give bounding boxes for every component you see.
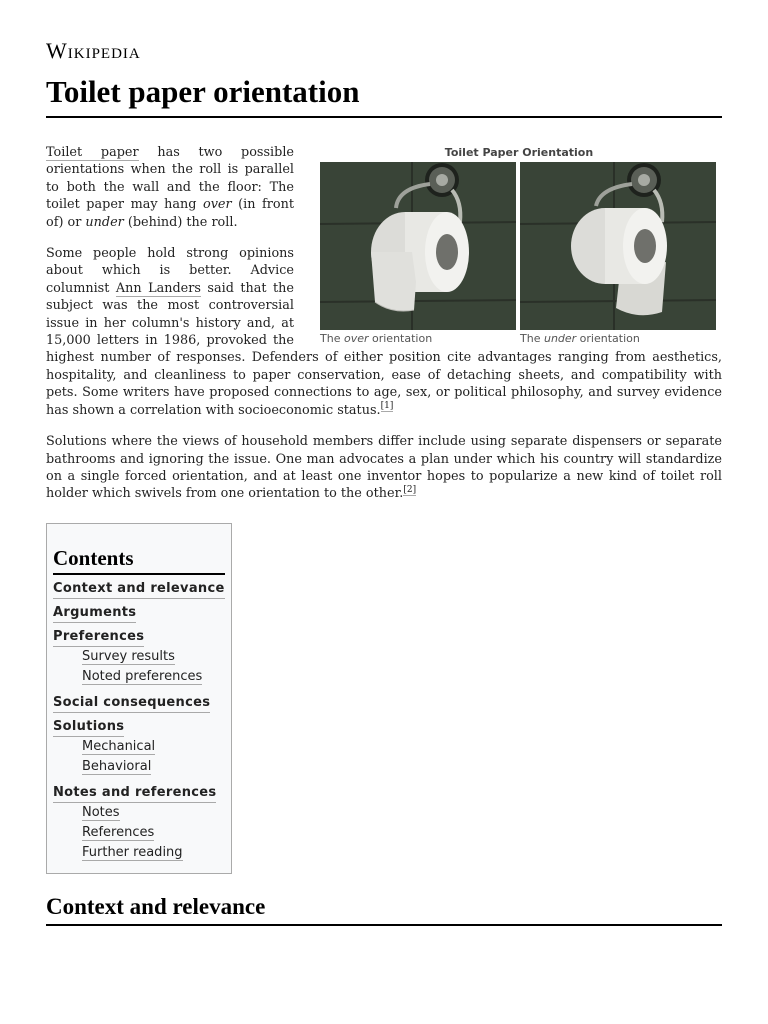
figure xyxy=(320,146,718,346)
wikipedia-wordmark[interactable]: Wikipedia xyxy=(46,38,141,63)
figure-images xyxy=(320,162,718,346)
article-body xyxy=(46,144,722,503)
toc-item-social-consequences[interactable]: Social consequences xyxy=(53,693,210,713)
figure-title: Toilet Paper Orientation xyxy=(444,146,594,159)
toc-item-references[interactable]: References xyxy=(82,824,155,840)
page xyxy=(46,36,722,926)
toc-item-notes-and-references[interactable]: Notes and references xyxy=(53,783,216,803)
toc-item-further-reading[interactable]: Further reading xyxy=(82,844,183,860)
intro-paragraph-2: Some people hold strong opinions about which is better. Advice columnist Ann Landers said that the subject was the most controversial issue in her column's history and, at 15,000 letters in 1986, provoked the highest number of responses. Defenders of either position cite advantages ranging from aesthetics, hospitality, and cleanliness to paper conservation, ease of detaching sheets, and compatibility with pets. Some writers have proposed connections to age, sex, or political philosophy, and survey evidence has shown a correlation with socioeconomic status.[1] xyxy=(46,246,722,418)
toc-item-survey-results[interactable]: Survey results xyxy=(82,648,175,664)
toc-item-behavioral[interactable]: Behavioral xyxy=(82,758,152,774)
figure-over-caption: The over orientation xyxy=(320,332,433,345)
toc-item-mechanical[interactable]: Mechanical xyxy=(82,738,156,754)
table-of-contents xyxy=(46,523,232,874)
link-ann-landers[interactable]: Ann Landers xyxy=(115,280,201,296)
intro-paragraph-1: Toilet paper has two possible orientations when the roll is parallel to both the wall and the floor: The toilet paper may hang over (in front of) or under (behind) the roll. xyxy=(46,145,294,230)
link-toilet-paper[interactable]: Toilet paper xyxy=(46,145,139,160)
toc-item-preferences[interactable]: Preferences xyxy=(53,627,144,647)
toc-item-noted-preferences[interactable]: Noted preferences xyxy=(82,668,203,684)
page-title: Toilet paper orientation xyxy=(46,74,722,118)
figure-under xyxy=(520,162,716,346)
toc-item-arguments[interactable]: Arguments xyxy=(53,603,136,623)
toilet-paper-over-image[interactable] xyxy=(320,162,516,330)
figure-under-caption: The under orientation xyxy=(520,332,640,345)
figure-over xyxy=(320,162,516,346)
toilet-paper-under-image[interactable] xyxy=(520,162,716,330)
toc-item-notes[interactable]: Notes xyxy=(82,804,120,820)
reference-2-link[interactable]: [2] xyxy=(403,485,417,496)
toc-item-solutions[interactable]: Solutions xyxy=(53,717,124,737)
reference-1-link[interactable]: [1] xyxy=(380,401,394,412)
intro-paragraph-3: Solutions where the views of household members differ include using separate dispensers or separate bathrooms and ignoring the issue. One man advocates a plan under which his country will standardize on a single forced orientation, and at least one inventor hopes to popularize a new kind of toilet roll holder which swivels from one orientation to the other.[2] xyxy=(46,434,722,502)
toc-item-context-and-relevance[interactable]: Context and relevance xyxy=(53,579,225,599)
section-heading-context-and-relevance: Context and relevance xyxy=(46,894,722,926)
toc-title: Contents xyxy=(53,546,225,575)
